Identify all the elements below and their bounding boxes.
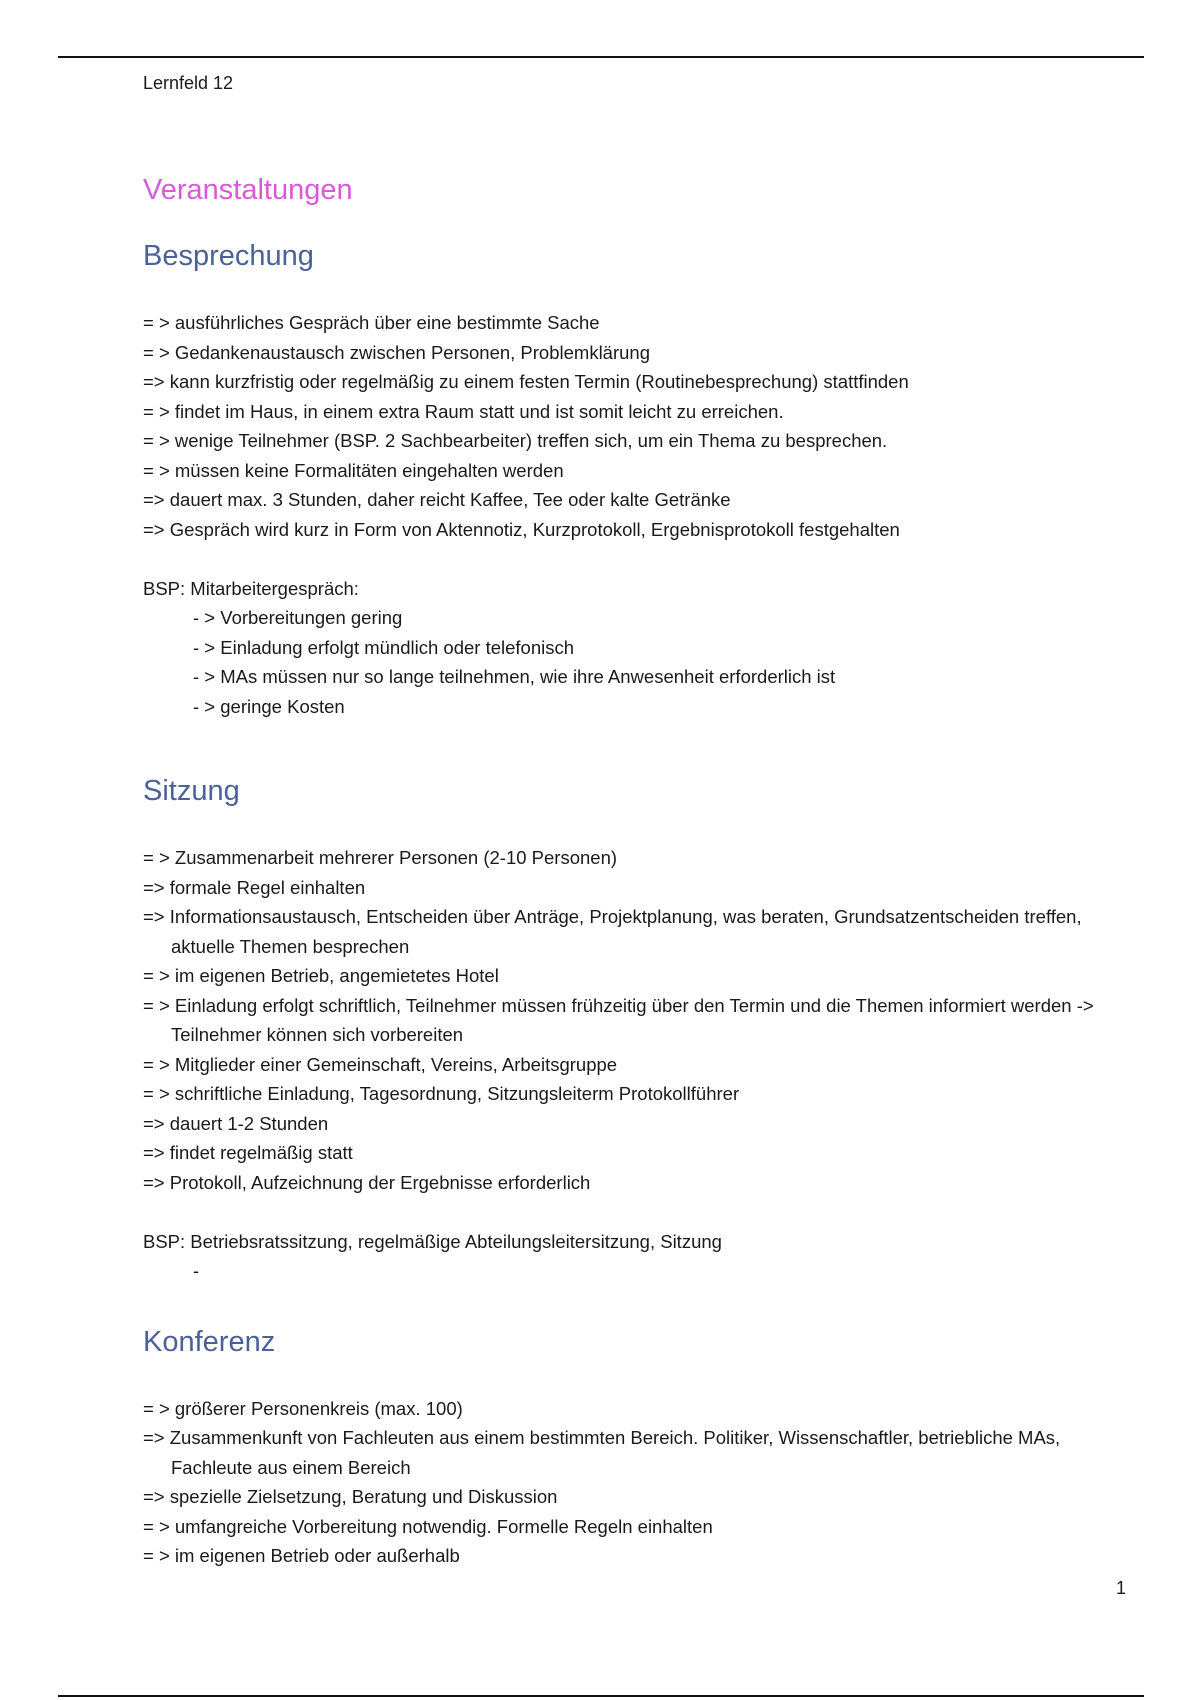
list-item: => spezielle Zielsetzung, Beratung und Diskussion (143, 1486, 558, 1507)
section-list (143, 1394, 1103, 1571)
page-number: 1 (1116, 1578, 1127, 1598)
section-konferenz (143, 1320, 1103, 1571)
section-heading: Konferenz (143, 1325, 276, 1358)
list-item: = > ausführliches Gespräch über eine bestimmte Sache (143, 312, 600, 333)
header-label: Lernfeld 12 (143, 73, 234, 93)
list-item: = > im eigenen Betrieb, angemietetes Hotel (143, 965, 499, 986)
list-item: = > Gedankenaustausch zwischen Personen, Problemklärung (143, 341, 650, 363)
page-title: Veranstaltungen (143, 174, 353, 206)
list-item: = > schriftliche Einladung, Tagesordnung, Sitzungsleiterm Protokollführer (143, 1083, 740, 1104)
list-item: = > müssen keine Formalitäten eingehalten werden (143, 459, 564, 481)
list-item: = > im eigenen Betrieb oder außerhalb (143, 1545, 460, 1566)
example-label: BSP: Betriebsratssitzung, regelmäßige Abteilungsleitersitzung, Sitzung (143, 1231, 722, 1252)
section-heading: Besprechung (143, 240, 314, 272)
example-list (143, 1256, 1103, 1286)
example-label: BSP: Mitarbeitergespräch: (143, 578, 359, 599)
list-item: => kann kurzfristig oder regelmäßig zu einem festen Termin (Routinebesprechung) stattfinden (143, 371, 909, 392)
list-item: => findet regelmäßig statt (143, 1142, 353, 1163)
list-item: => dauert 1-2 Stunden (143, 1112, 329, 1134)
example-item: - > geringe Kosten (193, 695, 345, 717)
example-list (143, 603, 1103, 721)
footer-rule (58, 1695, 1144, 1697)
list-item: => Gespräch wird kurz in Form von Aktennotiz, Kurzprotokoll, Ergebnisprotokoll festgehalten (143, 518, 900, 540)
section-list (143, 308, 1103, 544)
list-item: => formale Regel einhalten (143, 876, 366, 898)
list-item: = > Mitglieder einer Gemeinschaft, Vereins, Arbeitsgruppe (143, 1053, 618, 1075)
list-item: => Informationsaustausch, Entscheiden über Anträge, Projektplanung, was beraten, Grundsatzentscheiden treffen, aktuelle Themen besprechen (143, 906, 1082, 957)
section-list (143, 843, 1103, 1197)
section-heading: Sitzung (143, 775, 240, 807)
list-item: = > Einladung erfolgt schriftlich, Teilnehmer müssen frühzeitig über den Termin und die Themen informiert werden -> Teilnehmer können sich vorbereiten (143, 994, 1094, 1045)
list-item: => Zusammenkunft von Fachleuten aus einem bestimmten Bereich. Politiker, Wissenschaftler, betriebliche MAs, Fachleute aus einem Bereich (143, 1427, 1061, 1478)
list-item: = > findet im Haus, in einem extra Raum statt und ist somit leicht zu erreichen. (143, 400, 784, 422)
list-item: = > umfangreiche Vorbereitung notwendig. Formelle Regeln einhalten (143, 1515, 713, 1537)
list-item: = > wenige Teilnehmer (BSP. 2 Sachbearbeiter) treffen sich, um ein Thema zu besprechen. (143, 430, 888, 451)
section-sitzung (143, 769, 1103, 1286)
list-item: => dauert max. 3 Stunden, daher reicht Kaffee, Tee oder kalte Getränke (143, 489, 731, 510)
example-item: - > Vorbereitungen gering (193, 607, 403, 628)
list-item: = > größerer Personenkreis (max. 100) (143, 1397, 463, 1419)
list-item: = > Zusammenarbeit mehrerer Personen (2-10 Personen) (143, 847, 618, 868)
header-rule (58, 56, 1144, 58)
example-item: - > MAs müssen nur so lange teilnehmen, wie ihre Anwesenheit erforderlich ist (193, 666, 836, 687)
list-item: => Protokoll, Aufzeichnung der Ergebnisse erforderlich (143, 1171, 591, 1193)
section-besprechung (143, 234, 1103, 721)
document-body (143, 168, 1103, 1571)
example-item: - > Einladung erfolgt mündlich oder telefonisch (193, 636, 575, 658)
example-item: - (193, 1260, 200, 1281)
